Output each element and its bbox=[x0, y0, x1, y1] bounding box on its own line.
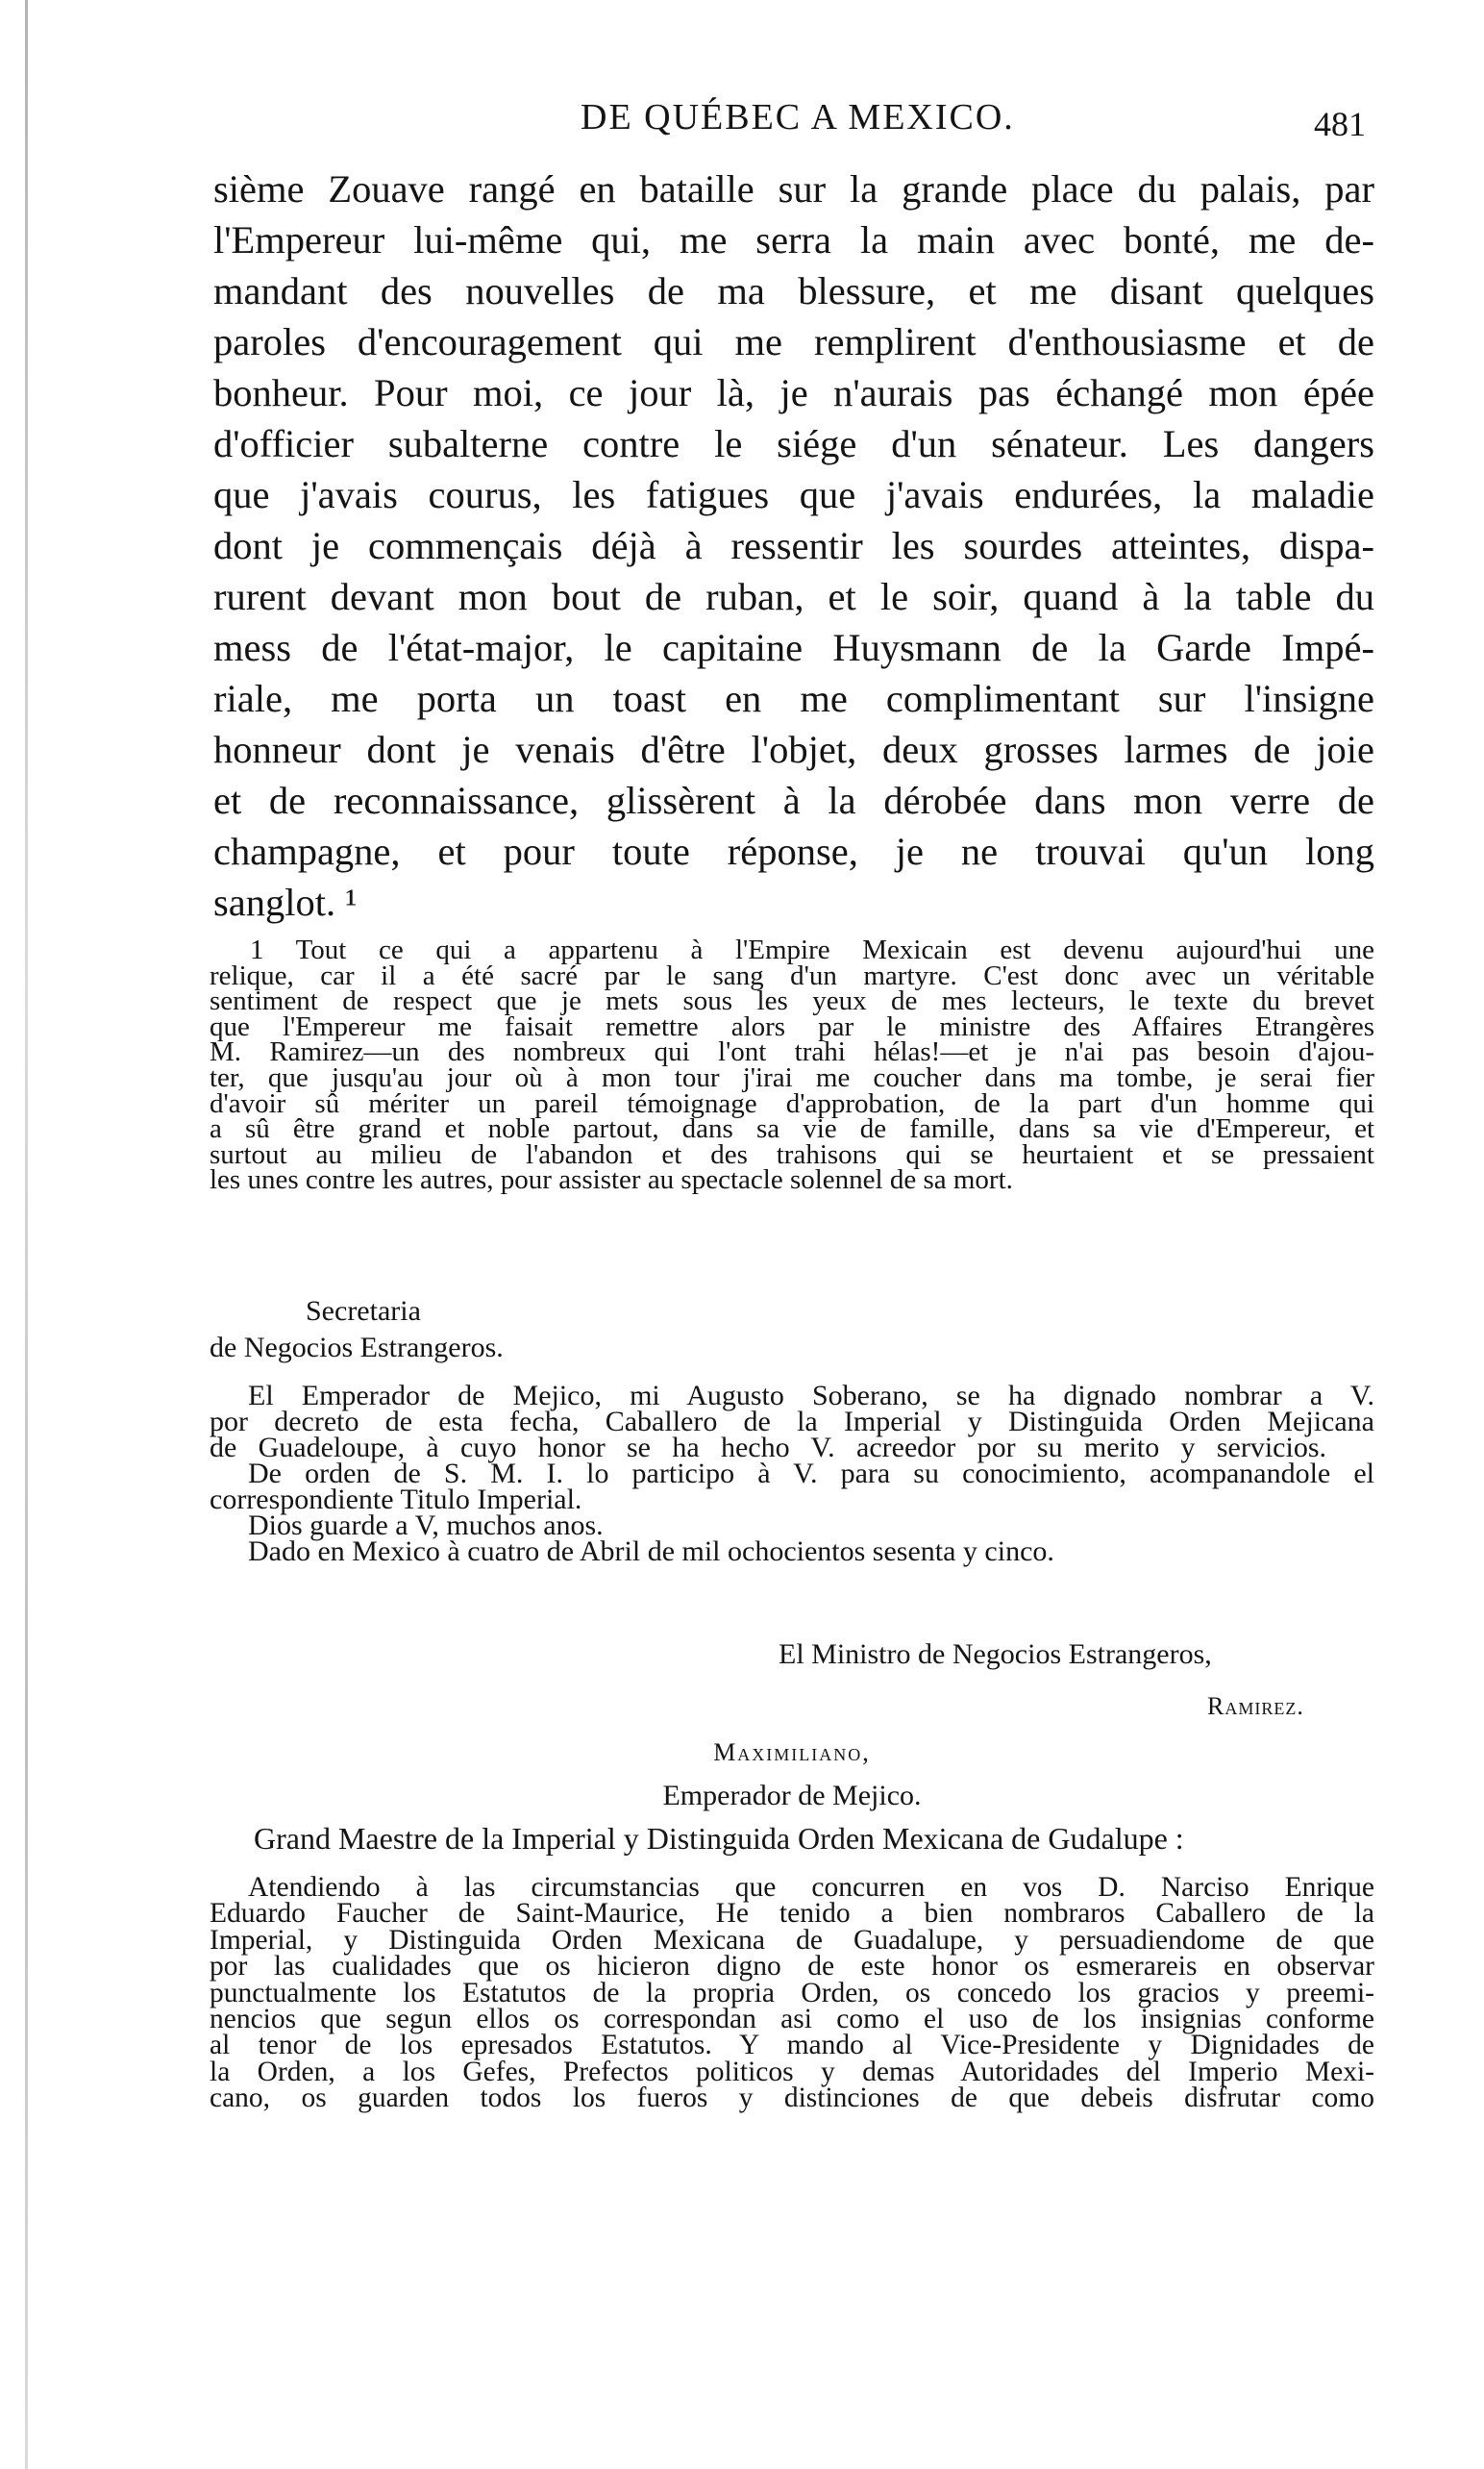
decree-heading bbox=[210, 1731, 1374, 1860]
text-line: sième Zouave rangé en bataille sur la grande place du palais, par bbox=[213, 167, 1374, 211]
appointment-letter bbox=[210, 1380, 1374, 1567]
text-line: mess de l'état-major, le capitaine Huysmann de la Garde Impé- bbox=[213, 626, 1374, 669]
decree-line: Eduardo Faucher de Saint-Maurice, He tenido a bien nombraros Caballero de la bbox=[210, 1898, 1374, 1930]
decree-line: Imperial, y Distinguida Orden Mexicana de Guadalupe, y persuadiendome de que bbox=[210, 1924, 1374, 1956]
text-line: champagne, et pour toute réponse, je ne trouvai qu'un long bbox=[213, 830, 1374, 873]
text-line: honneur dont je venais d'être l'objet, deux grosses larmes de joie bbox=[213, 728, 1374, 771]
text-line: et de reconnaissance, glissèrent à la dérobée dans mon verre de bbox=[213, 779, 1374, 822]
text-line: que j'avais courus, les fatigues que j'avais endurées, la maladie bbox=[213, 473, 1374, 516]
text-line: rurent devant mon bout de ruban, et le soir, quand à la table du bbox=[213, 575, 1374, 618]
decree-line: la Orden, a los Gefes, Prefectos politicos y demas Autoridades del Imperio Mexi- bbox=[210, 2056, 1374, 2087]
text-line: d'officier subalterne contre le siége d'un sénateur. Les dangers bbox=[213, 422, 1374, 465]
secretaria-heading bbox=[210, 1293, 1374, 1366]
text-line: paroles d'encouragement qui me remplirent d'enthousiasme et de bbox=[213, 320, 1374, 363]
emperor-name: Maximiliano, bbox=[713, 1738, 871, 1766]
order-title: Grand Maestre de la Imperial y Distinguida Orden Mexicana de Gudalupe : bbox=[254, 1821, 1184, 1856]
decree-line: por las cualidades que os hicieron digno de este honor os esmerareis en observar bbox=[210, 1951, 1374, 1983]
letter-line: por decreto de esta fecha, Caballero de la Imperial y Distinguida Orden Mejicana bbox=[210, 1406, 1374, 1437]
emperor-title: Emperador de Mejico. bbox=[662, 1780, 922, 1811]
text-line: riale, me porta un toast en me complimentant sur l'insigne bbox=[213, 677, 1374, 720]
decree-line: cano, os guarden todos los fueros y distinciones de que debeis disfrutar como bbox=[210, 2082, 1374, 2114]
running-header bbox=[213, 96, 1367, 154]
letter-line: correspondiente Titulo Imperial. bbox=[210, 1484, 582, 1515]
running-title: DE QUÉBEC A MEXICO. bbox=[581, 97, 1015, 137]
footnote-line: d'avoir sû mériter un pareil témoignage d'approbation, de la part d'un homme qui bbox=[210, 1087, 1374, 1119]
secretaria-line: de Negocios Estrangeros. bbox=[210, 1332, 504, 1363]
text-line: l'Empereur lui-même qui, me serra la main avec bonté, me de- bbox=[213, 218, 1374, 262]
text-line: bonheur. Pour moi, ce jour là, je n'aurais pas échangé mon épée bbox=[213, 371, 1374, 414]
letter-line: Dado en Mexico à cuatro de Abril de mil ochocientos sesenta y cinco. bbox=[248, 1535, 1054, 1567]
minister-name: Ramirez. bbox=[1207, 1692, 1304, 1720]
letter-line: De orden de S. M. I. lo participo à V. para su conocimiento, acompanandole el bbox=[248, 1458, 1374, 1489]
footnote-line: ter, que jusqu'au jour où à mon tour j'irai me coucher dans ma tombe, je serai fier bbox=[210, 1061, 1374, 1093]
footnote-line: M. Ramirez—un des nombreux qui l'ont trahi hélas!—et je n'ai pas besoin d'ajou- bbox=[210, 1036, 1374, 1068]
secretaria-line: Secretaria bbox=[306, 1295, 421, 1327]
footnote-line: les unes contre les autres, pour assister au spectacle solennel de sa mort. bbox=[210, 1164, 1013, 1196]
footnote-line: surtout au milieu de l'abandon et des trahisons qui se heurtaient et se pressaient bbox=[210, 1138, 1374, 1170]
decree-line: punctualmente los Estatutos de la propria Orden, os concedo los gracios y preemi- bbox=[210, 1977, 1374, 2008]
letter-line: Dios guarde a V, muchos anos. bbox=[248, 1509, 604, 1541]
page-number: 481 bbox=[1314, 105, 1366, 143]
decree-line: nencios que segun ellos os correspondan asi como el uso de los insignias conforme bbox=[210, 2003, 1374, 2034]
signature-block bbox=[210, 1629, 1374, 1733]
letter-line: de Guadeloupe, à cuyo honor se ha hecho V. acreedor por su merito y servicios. bbox=[210, 1432, 1326, 1463]
body-paragraph bbox=[213, 163, 1374, 928]
footnote-line: que l'Empereur me faisait remettre alors par le ministre des Affaires Etrangères bbox=[210, 1010, 1374, 1042]
footnote-line: a sû être grand et noble partout, dans sa vie de famille, dans sa vie d'Empereur, et bbox=[210, 1113, 1374, 1145]
text-line: mandant des nouvelles de ma blessure, et me disant quelques bbox=[213, 269, 1374, 312]
page-margin-edge bbox=[25, 0, 28, 2469]
footnote-line: relique, car il a été sacré par le sang d'un martyre. C'est donc avec un véritable bbox=[210, 960, 1374, 991]
footnote bbox=[210, 935, 1374, 1196]
decree-text bbox=[210, 1872, 1374, 2114]
decree-line: Atendiendo à las circumstancias que concurren en vos D. Narciso Enrique bbox=[248, 1872, 1374, 1903]
text-line: sanglot. ¹ bbox=[213, 881, 358, 924]
decree-line: al tenor de los epresados Estatutos. Y mando al Vice-Presidente y Dignidades de bbox=[210, 2030, 1374, 2061]
footnote-line: 1 Tout ce qui a appartenu à l'Empire Mexicain est devenu aujourd'hui une bbox=[250, 935, 1374, 965]
minister-title: El Ministro de Negocios Estrangeros, bbox=[779, 1638, 1212, 1670]
text-line: dont je commençais déjà à ressentir les sourdes atteintes, dispa- bbox=[213, 524, 1374, 567]
footnote-line: sentiment de respect que je mets sous les yeux de mes lecteurs, le texte du brevet bbox=[210, 985, 1374, 1017]
letter-line: El Emperador de Mejico, mi Augusto Soberano, se ha dignado nombrar a V. bbox=[248, 1380, 1374, 1411]
